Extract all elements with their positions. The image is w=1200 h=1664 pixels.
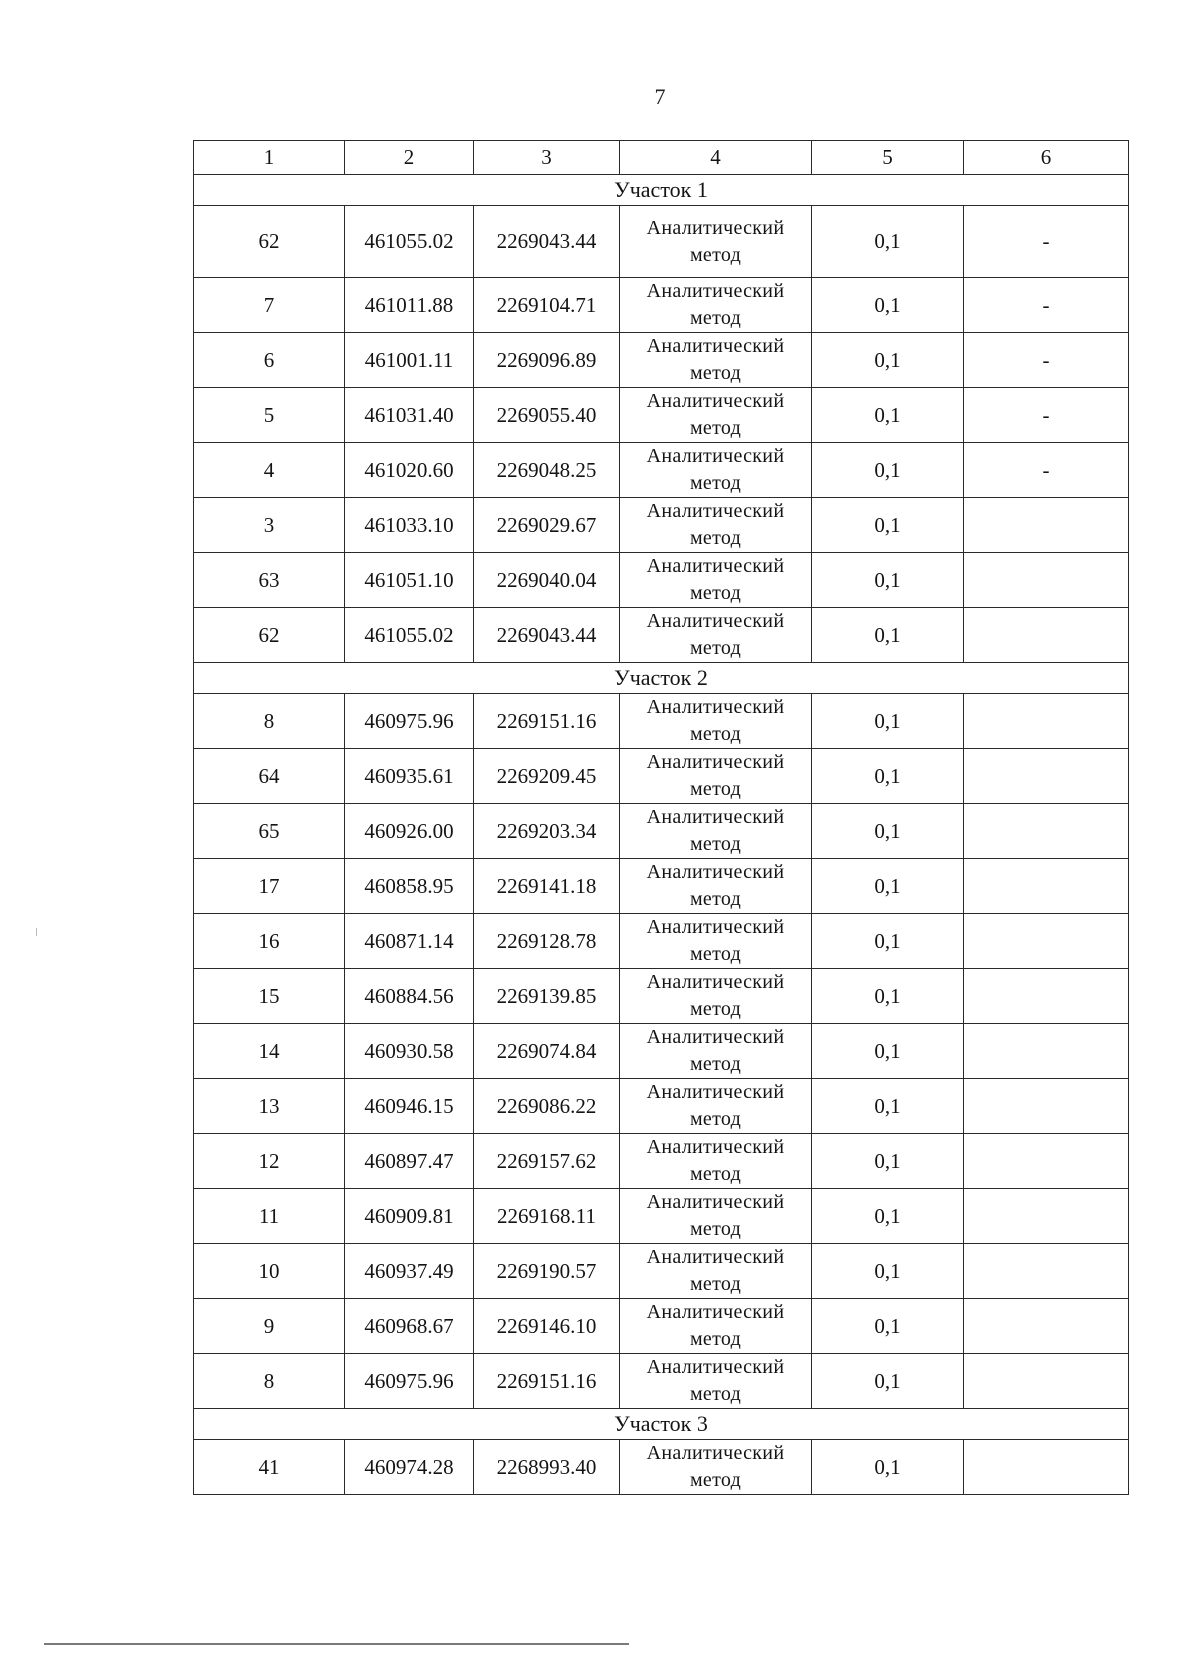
header-cell: 3 bbox=[474, 141, 620, 175]
method-line-1: Аналитический bbox=[646, 555, 785, 577]
y-coordinate-cell: 2269168.11 bbox=[474, 1189, 620, 1244]
point-cell: 62 bbox=[194, 206, 345, 278]
method-line-1: Аналитический bbox=[646, 390, 785, 412]
method-cell bbox=[620, 1440, 812, 1495]
note-cell: - bbox=[964, 206, 1129, 278]
accuracy-cell: 0,1 bbox=[812, 206, 964, 278]
table-row bbox=[194, 333, 1129, 388]
y-coordinate-cell: 2269029.67 bbox=[474, 498, 620, 553]
method-cell bbox=[620, 859, 812, 914]
table-row bbox=[194, 553, 1129, 608]
method-line-1: Аналитический bbox=[646, 445, 785, 467]
method-line-1: Аналитический bbox=[646, 1442, 785, 1464]
method-line-1: Аналитический bbox=[646, 861, 785, 883]
x-coordinate-cell: 461051.10 bbox=[345, 553, 474, 608]
x-coordinate-cell: 460975.96 bbox=[345, 1354, 474, 1409]
method-line-2: метод bbox=[689, 1383, 742, 1405]
note-cell bbox=[964, 749, 1129, 804]
x-coordinate-cell: 460937.49 bbox=[345, 1244, 474, 1299]
table-row bbox=[194, 278, 1129, 333]
method-line-2: метод bbox=[689, 888, 742, 910]
table-row bbox=[194, 608, 1129, 663]
point-cell: 14 bbox=[194, 1024, 345, 1079]
y-coordinate-cell: 2269151.16 bbox=[474, 1354, 620, 1409]
accuracy-cell: 0,1 bbox=[812, 608, 964, 663]
table-row bbox=[194, 443, 1129, 498]
method-line-2: метод bbox=[689, 1328, 742, 1350]
point-cell: 11 bbox=[194, 1189, 345, 1244]
method-cell bbox=[620, 333, 812, 388]
table-row bbox=[194, 1299, 1129, 1354]
y-coordinate-cell: 2269128.78 bbox=[474, 914, 620, 969]
method-line-2: метод bbox=[689, 998, 742, 1020]
method-line-2: метод bbox=[689, 307, 742, 329]
y-coordinate-cell: 2269043.44 bbox=[474, 608, 620, 663]
method-line-2: метод bbox=[689, 943, 742, 965]
y-coordinate-cell: 2269139.85 bbox=[474, 969, 620, 1024]
method-line-1: Аналитический bbox=[646, 1356, 785, 1378]
coordinates-table bbox=[193, 140, 1129, 1495]
method-cell bbox=[620, 1079, 812, 1134]
y-coordinate-cell: 2269096.89 bbox=[474, 333, 620, 388]
accuracy-cell: 0,1 bbox=[812, 553, 964, 608]
x-coordinate-cell: 460871.14 bbox=[345, 914, 474, 969]
table-row bbox=[194, 1354, 1129, 1409]
method-cell bbox=[620, 1024, 812, 1079]
table-row bbox=[194, 859, 1129, 914]
method-cell bbox=[620, 206, 812, 278]
header-cell: 1 bbox=[194, 141, 345, 175]
accuracy-cell: 0,1 bbox=[812, 859, 964, 914]
note-cell bbox=[964, 694, 1129, 749]
point-cell: 62 bbox=[194, 608, 345, 663]
table-row bbox=[194, 1244, 1129, 1299]
accuracy-cell: 0,1 bbox=[812, 498, 964, 553]
y-coordinate-cell: 2268993.40 bbox=[474, 1440, 620, 1495]
method-cell bbox=[620, 1354, 812, 1409]
table-row bbox=[194, 388, 1129, 443]
point-cell: 13 bbox=[194, 1079, 345, 1134]
note-cell bbox=[964, 1354, 1129, 1409]
note-cell bbox=[964, 1079, 1129, 1134]
table-row bbox=[194, 1024, 1129, 1079]
y-coordinate-cell: 2269040.04 bbox=[474, 553, 620, 608]
point-cell: 65 bbox=[194, 804, 345, 859]
table-row bbox=[194, 498, 1129, 553]
method-line-1: Аналитический bbox=[646, 610, 785, 632]
point-cell: 6 bbox=[194, 333, 345, 388]
point-cell: 15 bbox=[194, 969, 345, 1024]
method-line-2: метод bbox=[689, 1273, 742, 1295]
method-line-2: метод bbox=[689, 833, 742, 855]
note-cell: - bbox=[964, 278, 1129, 333]
note-cell bbox=[964, 1299, 1129, 1354]
x-coordinate-cell: 461055.02 bbox=[345, 206, 474, 278]
note-cell bbox=[964, 1134, 1129, 1189]
method-line-2: метод bbox=[689, 778, 742, 800]
method-cell bbox=[620, 749, 812, 804]
point-cell: 8 bbox=[194, 694, 345, 749]
method-line-2: метод bbox=[689, 723, 742, 745]
x-coordinate-cell: 460935.61 bbox=[345, 749, 474, 804]
point-cell: 63 bbox=[194, 553, 345, 608]
x-coordinate-cell: 460975.96 bbox=[345, 694, 474, 749]
y-coordinate-cell: 2269104.71 bbox=[474, 278, 620, 333]
y-coordinate-cell: 2269074.84 bbox=[474, 1024, 620, 1079]
table-row bbox=[194, 1189, 1129, 1244]
method-cell bbox=[620, 914, 812, 969]
y-coordinate-cell: 2269157.62 bbox=[474, 1134, 620, 1189]
method-line-1: Аналитический bbox=[646, 916, 785, 938]
y-coordinate-cell: 2269086.22 bbox=[474, 1079, 620, 1134]
table-row bbox=[194, 969, 1129, 1024]
section-row bbox=[194, 175, 1129, 206]
method-line-2: метод bbox=[689, 637, 742, 659]
note-cell bbox=[964, 1244, 1129, 1299]
method-line-2: метод bbox=[689, 472, 742, 494]
point-cell: 16 bbox=[194, 914, 345, 969]
note-cell: - bbox=[964, 388, 1129, 443]
table-row bbox=[194, 914, 1129, 969]
accuracy-cell: 0,1 bbox=[812, 333, 964, 388]
accuracy-cell: 0,1 bbox=[812, 1354, 964, 1409]
point-cell: 64 bbox=[194, 749, 345, 804]
method-cell bbox=[620, 969, 812, 1024]
note-cell bbox=[964, 969, 1129, 1024]
table-row bbox=[194, 1134, 1129, 1189]
method-line-1: Аналитический bbox=[646, 751, 785, 773]
accuracy-cell: 0,1 bbox=[812, 749, 964, 804]
note-cell bbox=[964, 498, 1129, 553]
method-line-2: метод bbox=[689, 243, 742, 266]
note-cell bbox=[964, 859, 1129, 914]
table-row bbox=[194, 694, 1129, 749]
section-row bbox=[194, 663, 1129, 694]
note-cell bbox=[964, 1440, 1129, 1495]
note-cell bbox=[964, 804, 1129, 859]
method-cell bbox=[620, 804, 812, 859]
x-coordinate-cell: 460897.47 bbox=[345, 1134, 474, 1189]
method-line-1: Аналитический bbox=[646, 280, 785, 302]
note-cell: - bbox=[964, 333, 1129, 388]
header-cell: 5 bbox=[812, 141, 964, 175]
x-coordinate-cell: 460974.28 bbox=[345, 1440, 474, 1495]
accuracy-cell: 0,1 bbox=[812, 1440, 964, 1495]
method-line-1: Аналитический bbox=[646, 1191, 785, 1213]
header-cell: 4 bbox=[620, 141, 812, 175]
method-line-1: Аналитический bbox=[646, 216, 785, 239]
x-coordinate-cell: 461033.10 bbox=[345, 498, 474, 553]
y-coordinate-cell: 2269043.44 bbox=[474, 206, 620, 278]
method-line-1: Аналитический bbox=[646, 1246, 785, 1268]
method-line-1: Аналитический bbox=[646, 1136, 785, 1158]
accuracy-cell: 0,1 bbox=[812, 969, 964, 1024]
header-row bbox=[194, 141, 1129, 175]
method-line-2: метод bbox=[689, 1469, 742, 1491]
point-cell: 10 bbox=[194, 1244, 345, 1299]
x-coordinate-cell: 461011.88 bbox=[345, 278, 474, 333]
method-line-1: Аналитический bbox=[646, 1301, 785, 1323]
method-cell bbox=[620, 388, 812, 443]
x-coordinate-cell: 461001.11 bbox=[345, 333, 474, 388]
y-coordinate-cell: 2269209.45 bbox=[474, 749, 620, 804]
method-cell bbox=[620, 498, 812, 553]
point-cell: 3 bbox=[194, 498, 345, 553]
section-title: Участок 3 bbox=[194, 1409, 1129, 1440]
method-cell bbox=[620, 694, 812, 749]
note-cell: - bbox=[964, 443, 1129, 498]
accuracy-cell: 0,1 bbox=[812, 1079, 964, 1134]
accuracy-cell: 0,1 bbox=[812, 694, 964, 749]
note-cell bbox=[964, 608, 1129, 663]
method-cell bbox=[620, 608, 812, 663]
header-cell: 6 bbox=[964, 141, 1129, 175]
point-cell: 8 bbox=[194, 1354, 345, 1409]
table-row bbox=[194, 749, 1129, 804]
accuracy-cell: 0,1 bbox=[812, 1299, 964, 1354]
table-row bbox=[194, 206, 1129, 278]
section-title: Участок 1 bbox=[194, 175, 1129, 206]
method-line-1: Аналитический bbox=[646, 696, 785, 718]
method-line-1: Аналитический bbox=[646, 500, 785, 522]
accuracy-cell: 0,1 bbox=[812, 388, 964, 443]
y-coordinate-cell: 2269190.57 bbox=[474, 1244, 620, 1299]
x-coordinate-cell: 460930.58 bbox=[345, 1024, 474, 1079]
y-coordinate-cell: 2269048.25 bbox=[474, 443, 620, 498]
accuracy-cell: 0,1 bbox=[812, 443, 964, 498]
footer-line bbox=[44, 1643, 629, 1645]
x-coordinate-cell: 461031.40 bbox=[345, 388, 474, 443]
method-line-2: метод bbox=[689, 417, 742, 439]
point-cell: 12 bbox=[194, 1134, 345, 1189]
table-row bbox=[194, 1440, 1129, 1495]
accuracy-cell: 0,1 bbox=[812, 1134, 964, 1189]
table-row bbox=[194, 1079, 1129, 1134]
x-coordinate-cell: 460946.15 bbox=[345, 1079, 474, 1134]
x-coordinate-cell: 461020.60 bbox=[345, 443, 474, 498]
note-cell bbox=[964, 553, 1129, 608]
x-coordinate-cell: 460909.81 bbox=[345, 1189, 474, 1244]
method-line-1: Аналитический bbox=[646, 1026, 785, 1048]
method-line-2: метод bbox=[689, 1053, 742, 1075]
x-coordinate-cell: 460926.00 bbox=[345, 804, 474, 859]
method-line-2: метод bbox=[689, 527, 742, 549]
accuracy-cell: 0,1 bbox=[812, 804, 964, 859]
method-cell bbox=[620, 1299, 812, 1354]
note-cell bbox=[964, 1189, 1129, 1244]
point-cell: 4 bbox=[194, 443, 345, 498]
table-body bbox=[194, 141, 1129, 1495]
x-coordinate-cell: 460858.95 bbox=[345, 859, 474, 914]
accuracy-cell: 0,1 bbox=[812, 1244, 964, 1299]
method-cell bbox=[620, 278, 812, 333]
y-coordinate-cell: 2269141.18 bbox=[474, 859, 620, 914]
point-cell: 41 bbox=[194, 1440, 345, 1495]
header-cell: 2 bbox=[345, 141, 474, 175]
method-line-2: метод bbox=[689, 1218, 742, 1240]
method-line-1: Аналитический bbox=[646, 1081, 785, 1103]
method-cell bbox=[620, 443, 812, 498]
accuracy-cell: 0,1 bbox=[812, 1024, 964, 1079]
method-line-1: Аналитический bbox=[646, 335, 785, 357]
method-line-2: метод bbox=[689, 1108, 742, 1130]
method-line-2: метод bbox=[689, 582, 742, 604]
accuracy-cell: 0,1 bbox=[812, 914, 964, 969]
method-line-1: Аналитический bbox=[646, 806, 785, 828]
method-line-2: метод bbox=[689, 1163, 742, 1185]
method-line-2: метод bbox=[689, 362, 742, 384]
scan-margin-mark bbox=[36, 928, 37, 936]
method-cell bbox=[620, 1189, 812, 1244]
method-cell bbox=[620, 1134, 812, 1189]
method-cell bbox=[620, 553, 812, 608]
point-cell: 9 bbox=[194, 1299, 345, 1354]
point-cell: 17 bbox=[194, 859, 345, 914]
note-cell bbox=[964, 1024, 1129, 1079]
point-cell: 5 bbox=[194, 388, 345, 443]
y-coordinate-cell: 2269146.10 bbox=[474, 1299, 620, 1354]
y-coordinate-cell: 2269055.40 bbox=[474, 388, 620, 443]
accuracy-cell: 0,1 bbox=[812, 278, 964, 333]
method-line-1: Аналитический bbox=[646, 971, 785, 993]
method-cell bbox=[620, 1244, 812, 1299]
x-coordinate-cell: 460884.56 bbox=[345, 969, 474, 1024]
accuracy-cell: 0,1 bbox=[812, 1189, 964, 1244]
x-coordinate-cell: 460968.67 bbox=[345, 1299, 474, 1354]
page-number: 7 bbox=[654, 84, 666, 109]
section-row bbox=[194, 1409, 1129, 1440]
section-title: Участок 2 bbox=[194, 663, 1129, 694]
point-cell: 7 bbox=[194, 278, 345, 333]
y-coordinate-cell: 2269151.16 bbox=[474, 694, 620, 749]
y-coordinate-cell: 2269203.34 bbox=[474, 804, 620, 859]
x-coordinate-cell: 461055.02 bbox=[345, 608, 474, 663]
note-cell bbox=[964, 914, 1129, 969]
table-row bbox=[194, 804, 1129, 859]
